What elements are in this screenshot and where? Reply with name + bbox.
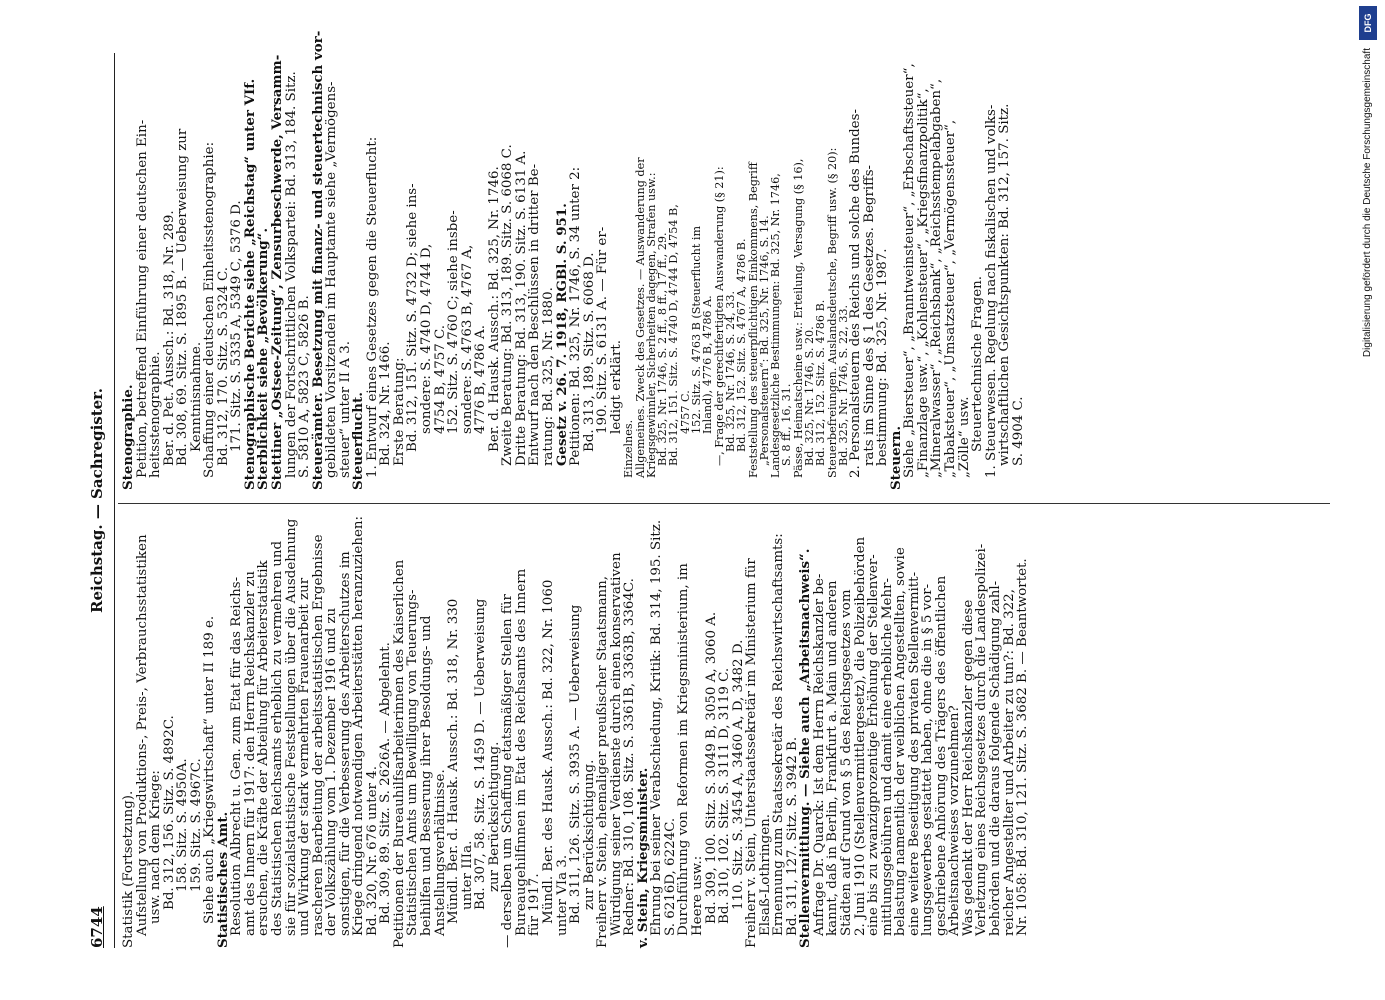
text-line: Bd. 312, 156. Sitz. S. 4892C.	[161, 715, 177, 910]
text-line: Bd. 307, 58. Sitz. S. 1459 D. — Ueberweisung	[473, 598, 489, 910]
text-line: sie für sozialstatistische Feststellungen über die Ausdehnung	[283, 518, 299, 936]
text-line: bestimmung: Bd. 325, Nr. 1987.	[875, 248, 891, 466]
text-line: Statistik (Fortsetzung).	[121, 790, 136, 948]
text-line: S. 4904 C.	[1010, 396, 1026, 466]
text-line: Bd. 309, 89. Sitz. S. 2626A. — Abgelehnt.	[378, 642, 394, 924]
text-line: wirtschaftlichen Gesichtspunkten: Bd. 312, 157. Sitz.	[997, 103, 1013, 466]
text-line: Statistisches Amt.	[214, 811, 231, 948]
text-line: lungen der Fortschrittlichen Volkspartei: Bd. 313, 184. Sitz.	[283, 71, 299, 478]
text-line: Bd. 325, Nr. 1746, S. 20.	[802, 326, 816, 466]
text-line: 4754 B, 4757 C.	[432, 324, 448, 434]
text-line: Bd. 311, 126. Sitz. S. 3935 A. — Ueberweisung	[568, 604, 584, 924]
dfg-stamp	[1355, 0, 1381, 1000]
text-line: eine bis zu zwanzigprozentige Erhöhung der Stellenver-	[866, 554, 882, 936]
text-line: Nr. 1058: Bd. 310, 121. Sitz. S. 3682 B. — Beantwortet.	[1015, 558, 1031, 936]
text-line: Bd. 313, 189. Sitz. S. 6068 D.	[581, 252, 597, 452]
text-line: Bd. 311, 127. Sitz. S. 3942 B.	[784, 736, 800, 936]
text-line: Dritte Beratung: Bd. 313, 190. Sitz. S. 6131 A.	[513, 150, 529, 466]
text-line: Elsaß-Lothringen.	[757, 813, 773, 936]
text-line: 152. Sitz. S. 4763 B (Steuerflucht im	[690, 225, 704, 434]
text-line: Aufstellung von Produktions-, Preis-, Verbrauchsstatistiken	[134, 534, 150, 936]
page-number: 6744	[88, 906, 106, 948]
text-line: Mündl. Ber. des Hausk. Aussch.: Bd. 322, Nr. 1060	[540, 579, 556, 924]
text-line: Steuertechnische Fragen.	[970, 276, 986, 452]
text-line: 171. Sitz. S. 5335 A, 5349 C, 5376 D.	[229, 200, 245, 452]
text-line: Kriege dringend notwendigen Arbeiterstätten heranzuziehen:	[351, 515, 367, 936]
text-line: Redner: Bd. 310, 108. Sitz. S. 3361B, 3363B, 3364C.	[622, 578, 638, 936]
text-line: Heere usw.:	[689, 855, 705, 936]
text-line: usw. nach dem Kriege:	[148, 770, 164, 924]
dfg-stamp-text: Digitalisierung gefördert durch die Deutsche Forschungsgemeinschaft	[1362, 48, 1373, 358]
text-line: Stenographische Berichte siehe „Reichstag“ unter VIf.	[241, 78, 258, 490]
left-column	[122, 516, 1328, 948]
text-line: Steuerämter. Besetzung mit finanz- und steuertechnisch vor-	[309, 30, 326, 490]
text-line: „Zölle“ usw.	[956, 396, 972, 478]
text-line: Steuerbefreiungen. Auslandsdeutsche, Begriff usw. (§ 20):	[825, 147, 839, 478]
text-line: steuer“ unter II A 3.	[337, 341, 353, 478]
text-line: „Personalsteuern“: Bd. 325, Nr. 1746, S. 14.	[757, 215, 771, 466]
text-line: Bd. 308, 69. Sitz. S. 1895 B. — Ueberweisung zur	[175, 128, 191, 466]
text-line: sondere: S. 4740 D, 4744 D,	[419, 243, 435, 434]
text-line: behörden und die daraus folgende Schädigung zahl-	[988, 580, 1003, 936]
text-line: Städten auf Grund von § 5 des Reichsgesetzes vom	[838, 589, 854, 936]
text-line: kannt, daß in Berlin, Frankfurt a. Main und anderen	[825, 580, 841, 936]
text-line: Bd. 312, 152. Sitz. S. 4767 A, 4786 B.	[735, 238, 749, 452]
text-line: gebildeten Vorsitzenden im Hauptamte siehe „Vermögens-	[324, 81, 340, 478]
text-line: Verletzung eines Reichsgesetzes durch die Landespolizei-	[974, 543, 990, 936]
text-line: Ber. d. Hausk. Aussch.: Bd. 325, Nr. 1746.	[486, 166, 502, 452]
text-line: Anfrage Dr. Quarck: Ist dem Herrn Reichskanzler be-	[811, 573, 827, 936]
text-line: zur Berücksichtigung.	[486, 741, 502, 892]
text-line: Ernennung zum Staatssekretär des Reichswirtschaftsamts:	[771, 533, 787, 936]
text-line: lungsgewerbes gestattet haben, ohne die in § 5 vor-	[920, 583, 936, 936]
text-line: Inland), 4776 B, 4786 A.	[701, 295, 715, 434]
text-line: Bd. 312, 170. Sitz. S. 5324 C.	[215, 266, 231, 466]
text-line: Schaffung einer deutschen Einheitsstenographie:	[202, 141, 218, 478]
text-line: Petitionen: Bd. 325, Nr. 1746, S. 34 unter 2:	[568, 166, 584, 466]
text-line: Stenographie.	[120, 384, 136, 490]
text-line: 159. Sitz. S. 4967C.	[188, 758, 204, 892]
text-line: S. 5810 A, 5823 C, 5826 B.	[297, 295, 313, 478]
text-line: Erste Beratung:	[391, 357, 407, 466]
text-line: 190. Sitz. S. 6131 A. — Für er-	[595, 226, 611, 434]
text-line: Freiherr v. Stein, Unterstaatssekretär im Ministerium für	[744, 558, 760, 948]
text-line: Kriegsgewinnler, Sicherheiten dagegen, Strafen usw.:	[644, 172, 658, 478]
text-line: „Mineralwasser“, „Reichsbank“, „Reichsstempelabgaben“,	[929, 78, 945, 478]
text-line: 4776 B, 4786 A.	[473, 325, 489, 434]
text-line: Ehrung bei seiner Verabschiedung, Kritik: Bd. 314, 195. Sitz.	[649, 519, 665, 936]
text-line: 1. Entwurf eines Gesetzes gegen die Steuerflucht:	[364, 136, 380, 478]
dfg-logo: DFG	[1359, 6, 1377, 40]
text-line: Ber. d. Pet. Aussch.: Bd. 318, Nr. 289.	[161, 210, 177, 466]
text-line: Würdigung seiner Verdienste durch einen konservativen	[608, 552, 624, 936]
text-line: Petitionen der Bureauhilfsarbeiterinnen des Kaiserlichen	[391, 559, 407, 948]
column-divider	[118, 503, 1330, 504]
text-line: geschriebene Anhörung des Trägers des öffentlichen	[933, 575, 949, 936]
text-line: der Volkszählung vom 1. Dezember 1916 und zu	[324, 607, 340, 936]
text-line: Durchführung von Reformen im Kriegsministerium, im	[676, 563, 692, 936]
text-line: v. Stein, Kriegsminister.	[634, 767, 651, 948]
text-line: ledigt erklärt.	[608, 339, 624, 434]
text-line: sonstigen, für die Verbesserung des Arbeiterschutzes im	[337, 551, 353, 936]
text-line: Allgemeines. Zweck des Gesetzes. — Auswanderung der	[633, 157, 647, 478]
text-line: Bd. 325, Nr. 1746, S. 22, 33.	[836, 304, 850, 466]
text-line: Bd. 325, Nr. 1746, S. 24, 33.	[723, 290, 737, 452]
text-line: —, Frage der gerechtfertigten Auswanderung (§ 21):	[712, 166, 726, 466]
text-line: sondere: S. 4763 B, 4767 A,	[459, 244, 475, 434]
text-line: unter IIIa.	[459, 840, 475, 910]
text-line: mittlungsgebühren und damit eine erhebliche Mehr-	[879, 577, 895, 936]
text-line: Arbeitsnachweises vorzunehmen?	[947, 705, 963, 936]
text-line: Kenntnisnahme.	[188, 341, 204, 452]
text-line: S. 8 ff., 16, 31.	[780, 383, 794, 466]
text-line: Einzelnes.	[622, 419, 636, 478]
text-line: 158. Sitz. S. 4950A.	[175, 758, 191, 892]
text-line: 2. Personalsteuern des Reichs und solche des Bundes-	[848, 109, 864, 478]
text-line: unter VIa 3.	[554, 854, 570, 936]
text-line: Sterblichkeit siehe „Bevölkerung“.	[255, 227, 272, 490]
text-line: Landesgesetzliche Bestimmungen: Bd. 325, Nr. 1746,	[769, 173, 783, 478]
text-line: beihilfen und Besserung ihrer Besoldungs- und	[419, 615, 435, 936]
text-line: Stettiner „Ostsee-Zeitung“, Zensurbeschwerde, Versamm-	[269, 54, 286, 490]
text-line: heitsstenographie.	[148, 351, 164, 478]
text-line: 2. Juni 1910 (Stellenvermittlergesetz), die Polizeibehörden	[852, 536, 868, 936]
running-title: Reichstag. — Sachregister.	[88, 388, 106, 613]
text-line: Resolution Albrecht u. Gen. zum Etat für das Reichs-	[229, 576, 245, 936]
book-page	[88, 30, 1338, 948]
text-line: Bd. 312, 151. Sitz. S. 4732 D; siehe ins-	[405, 183, 421, 452]
text-line: Bd. 320, Nr. 676 unter 4.	[364, 766, 380, 936]
text-line: rascheren Bearbeitung der arbeitsstatistischen Ergebnisse	[310, 534, 326, 936]
right-column	[120, 30, 1328, 490]
text-line: Anstellungsverhältnisse.	[432, 769, 448, 936]
text-line: Bd. 312, 151. Sitz. S. 4740 D, 4744 D, 4754 B,	[667, 204, 681, 466]
text-line: 152. Sitz. S. 4760 C; siehe insbe-	[446, 210, 462, 434]
text-line: Freiherr v. Stein, ehemaliger preußischer Staatsmann,	[595, 575, 611, 948]
text-line: Bd. 324, Nr. 1466.	[378, 341, 394, 466]
text-line: Steuerflucht.	[350, 392, 367, 490]
text-line: Mündl. Ber. d. Hausk. Aussch.: Bd. 318, Nr. 330	[446, 598, 462, 924]
text-line: Bd. 310, 102. Sitz. S. 3111 D, 3119 C.	[717, 667, 733, 924]
text-line: zur Berücksichtigung.	[581, 759, 597, 910]
text-line: — derselben um Schaffung etatsmäßiger Stellen für	[500, 594, 516, 948]
text-line: S. 6216D, 6224C.	[662, 817, 678, 936]
text-line: Was gedenkt der Herr Reichskanzler gegen diese	[960, 599, 976, 936]
text-line: Entwurf nach den Beschlüssen in dritter Be-	[527, 163, 543, 466]
text-line: Petition, betreffend Einführung einer deutschen Ein-	[134, 119, 150, 478]
text-line: amt des Innern für 1917: den Herrn Reichskanzler zu	[242, 570, 258, 936]
text-line: Bd. 309, 100. Sitz. S. 3049 B, 3050 A, 3060 A.	[703, 611, 719, 924]
text-line: Siehe auch „Kriegswirtschaft“ unter II 189 e.	[202, 615, 218, 924]
text-line: Gesetz v. 26. 7. 1918, RGBl. S. 951.	[553, 203, 570, 466]
text-line: des Statistischen Reichsamts erheblich zu vermehren und	[270, 540, 286, 936]
text-line: rats im Sinne des § 1 des Gesetzes. Begriffs-	[861, 164, 877, 466]
text-line: Feststellung des steuerpflichtigen Einkommens, Begriff	[746, 162, 760, 478]
text-line: eine weitere Beseitigung des privaten Stellenvermitt-	[906, 571, 922, 936]
text-line: Steuern.	[887, 425, 904, 490]
text-line: für 1917.	[527, 873, 543, 936]
text-line: „Finanzlage usw.“, „Kohlensteuer“, „Kriegsfinanzpolitik“,	[915, 88, 931, 478]
text-line: Stellenvermittlung. — Siehe auch „Arbeitsnachweis“.	[797, 548, 814, 948]
text-line: ratung: Bd. 325, Nr. 1880.	[540, 287, 556, 466]
text-line: ersuchen, die Kräfte der Abteilung für Arbeiterstatistik	[256, 560, 272, 936]
text-line: „Tabaksteuer“, „Umsatzsteuer“, „Vermögenssteuer“,	[943, 119, 958, 478]
text-line: Zweite Beratung: Bd. 313, 189. Sitz. S. 6068 C.	[500, 144, 516, 466]
text-line: Pässe, Heimatscheine usw.: Erteilung, Versagung (§ 16),	[791, 158, 805, 478]
text-line: belastung namentlich der weiblichen Angestellten, sowie	[893, 547, 909, 936]
text-line: Siehe „Biersteuer“, „Branntweinsteuer“, „Erbschaftssteuer“,	[902, 63, 918, 478]
text-line: 1. Steuerwesen. Regelung nach fiskalischen und volks-	[983, 104, 999, 478]
text-line: 4757 C.	[678, 390, 692, 434]
text-line: Bd. 325, Nr. 1746, S. 2 ff., 8 ff., 17 ff., 29.	[656, 232, 670, 466]
text-line: Bd. 312, 152. Sitz. S. 4786 B.	[814, 299, 828, 466]
text-line: Bureaugehilfinnen im Etat des Reichsamts des Innern	[513, 568, 529, 936]
text-line: Statistischen Amts um Bewilligung von Teuerungs-	[405, 589, 421, 936]
text-line: 110. Sitz. S. 3454 A, 3460 A, D, 3482 D.	[730, 639, 746, 910]
text-line: und Wirkung der stark vermehrten Frauenarbeit zur	[297, 577, 313, 936]
page-header	[88, 53, 115, 948]
text-line: reicher Angestellter und Arbeiter zu tun?: Bd. 322,	[1001, 589, 1017, 936]
